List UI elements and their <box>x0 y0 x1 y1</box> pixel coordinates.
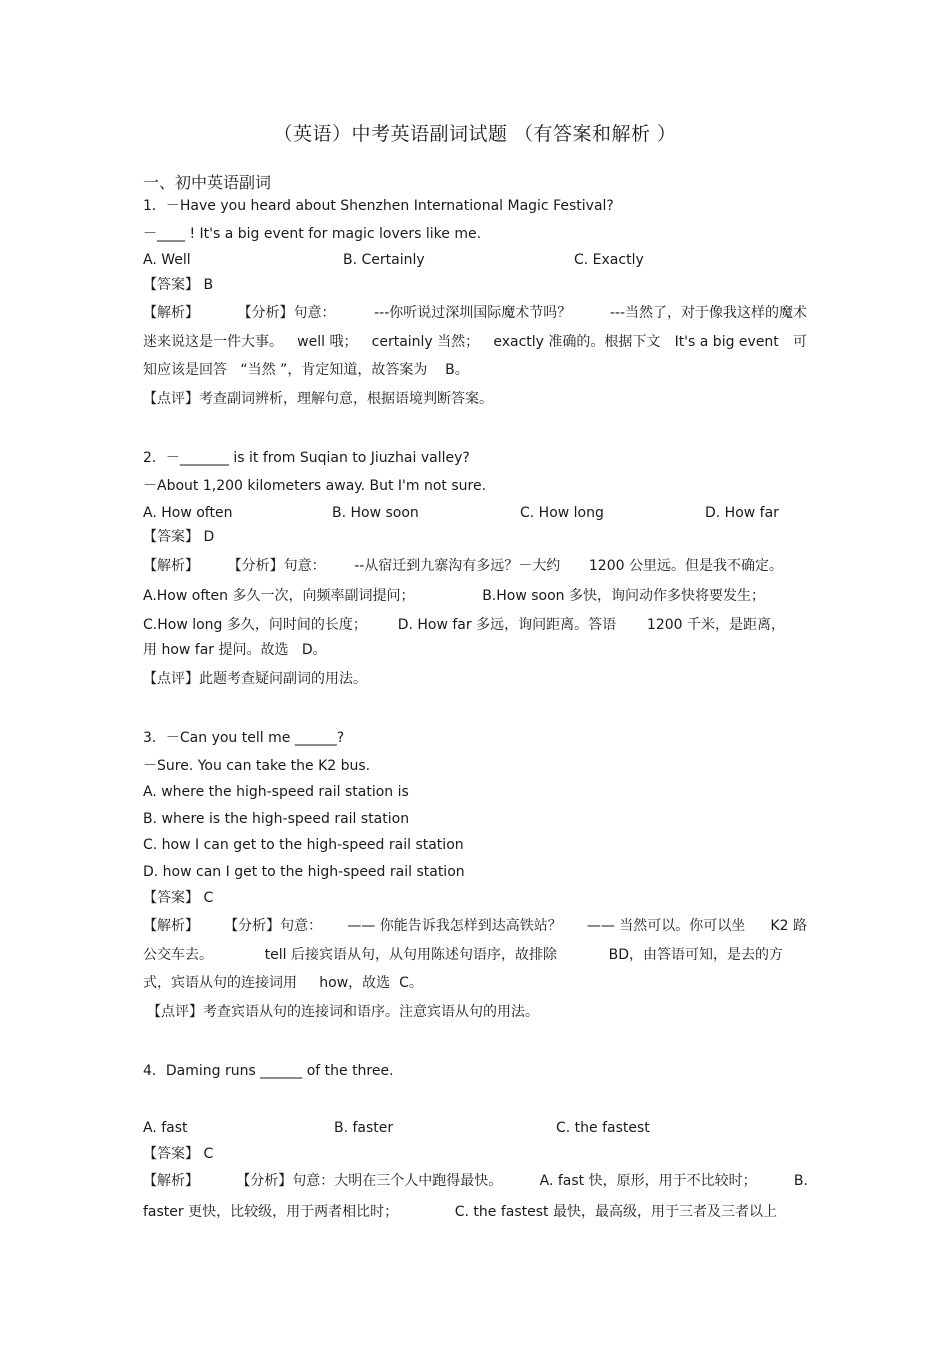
text: ---当然了，对于像我这样的魔术 <box>609 305 807 321</box>
text: 用 how far 提问。故选 <box>143 642 289 658</box>
q2-option-a: A. How often <box>143 505 233 521</box>
q1-analysis-line-1 <box>143 304 807 322</box>
text: B.How soon 多快，询问动作多快将要发生； <box>482 588 765 604</box>
q2-answer: 【答案】 D <box>143 529 215 545</box>
q1-option-c: C. Exactly <box>574 252 644 268</box>
text: A.How often 多久一次，向频率副词提问； <box>143 588 415 604</box>
q1-reply: －____ ! It's a big event for magic lovers like me. <box>143 226 482 242</box>
text: 【解析】 <box>143 918 199 934</box>
text: 1200 千米，是距离， <box>646 617 785 633</box>
q2-option-c: C. How long <box>520 505 604 521</box>
q1-analysis-line-3 <box>143 361 469 379</box>
text: C.How long 多久，问时间的长度； <box>143 617 367 633</box>
q4-option-a: A. fast <box>143 1120 188 1136</box>
text: B。 <box>445 362 469 378</box>
q1-option-b: B. Certainly <box>343 252 425 268</box>
q3-analysis-line-3 <box>143 974 423 992</box>
q1-answer: 【答案】 B <box>143 277 214 293</box>
text: 【解析】 <box>143 558 199 574</box>
text: 知应该是回答 <box>143 362 227 378</box>
text: tell 后接宾语从句，从句用陈述句语序，故排除 <box>264 947 557 963</box>
q3-answer: 【答案】 C <box>143 890 214 906</box>
q2-analysis-line-1 <box>143 557 783 575</box>
q2-option-b: B. How soon <box>332 505 419 521</box>
text: It's a big event <box>674 334 779 350</box>
text: C。 <box>399 975 423 991</box>
q2-stem: 2．－_______ is it from Suqian to Jiuzhai valley? <box>143 450 470 466</box>
text: 公交车去。 <box>143 947 213 963</box>
q4-answer: 【答案】 C <box>143 1146 214 1162</box>
q2-comment: 【点评】此题考查疑问副词的用法。 <box>143 671 367 687</box>
text: exactly 准确的。根据下文 <box>493 334 661 350</box>
q2-option-d: D. How far <box>705 505 779 521</box>
q1-comment: 【点评】考查副词辨析，理解句意，根据语境判断答案。 <box>143 391 493 407</box>
text: “当然 ”，肯定知道，故答案为 <box>240 362 428 378</box>
q3-stem: 3．－Can you tell me ______? <box>143 730 345 746</box>
text: B. <box>793 1173 808 1189</box>
q4-stem: 4．Daming runs ______ of the three. <box>143 1063 394 1079</box>
text: 式，宾语从句的连接词用 <box>143 975 297 991</box>
text: 1200 公里远。但是我不确定。 <box>588 558 783 574</box>
q1-analysis-line-2 <box>143 333 807 351</box>
text: faster 更快，比较级，用于两者相比时； <box>143 1204 399 1220</box>
q4-option-b: B. faster <box>334 1120 394 1136</box>
text: A. fast 快，原形，用于不比较时； <box>539 1173 757 1189</box>
q2-analysis-line-3 <box>143 616 785 634</box>
text: D. How far 多远，询问距离。答语 <box>397 617 617 633</box>
text: 【解析】 <box>143 305 199 321</box>
q3-option-c: C. how I can get to the high-speed rail station <box>143 837 464 853</box>
text: 可 <box>792 334 807 350</box>
q3-comment: 【点评】考查宾语从句的连接词和语序。注意宾语从句的用法。 <box>147 1004 539 1020</box>
q1-stem: 1．－Have you heard about Shenzhen International Magic Festival? <box>143 198 614 214</box>
text: BD，由答语可知，是去的方 <box>608 947 783 963</box>
text: how，故选 <box>319 975 391 991</box>
text: —— 当然可以。你可以坐 <box>586 918 746 934</box>
q4-option-c: C. the fastest <box>556 1120 650 1136</box>
q2-analysis-line-2 <box>143 587 765 605</box>
q3-option-d: D. how can I get to the high-speed rail station <box>143 864 465 880</box>
text: 【分析】句意： <box>224 918 323 934</box>
q1-option-a: A. Well <box>143 252 191 268</box>
text: 【分析】句意： <box>237 305 336 321</box>
q3-option-b: B. where is the high-speed rail station <box>143 811 410 827</box>
q3-reply: －Sure. You can take the K2 bus. <box>143 758 371 774</box>
q3-option-a: A. where the high-speed rail station is <box>143 784 409 800</box>
text: ---你听说过深圳国际魔术节吗？ <box>374 305 572 321</box>
text: C. the fastest 最快，最高级，用于三者及三者以上 <box>454 1204 777 1220</box>
text: 【分析】句意： <box>227 558 326 574</box>
text: 【解析】 <box>143 1173 199 1189</box>
q4-analysis-line-2 <box>143 1203 777 1221</box>
q3-analysis-line-2 <box>143 946 783 964</box>
text: --从宿迁到九寨沟有多远？－大约 <box>354 558 561 574</box>
q2-analysis-line-4 <box>143 641 327 659</box>
page-title: （英语）中考英语副词试题 （有答案和解析 ） <box>273 123 677 145</box>
text: 【分析】句意：大明在三个人中跑得最快。 <box>236 1173 503 1189</box>
text: K2 路 <box>770 918 807 934</box>
text: —— 你能告诉我怎样到达高铁站？ <box>347 918 562 934</box>
q2-reply: －About 1,200 kilometers away. But I'm not sure. <box>143 478 487 494</box>
text: D。 <box>301 642 327 658</box>
text: 迷来说这是一件大事。 <box>143 334 283 350</box>
q3-analysis-line-1 <box>143 917 807 935</box>
q4-analysis-line-1 <box>143 1172 808 1190</box>
text: certainly 当然； <box>371 334 480 350</box>
text: well 哦； <box>297 334 358 350</box>
section-heading: 一、初中英语副词 <box>143 173 272 192</box>
